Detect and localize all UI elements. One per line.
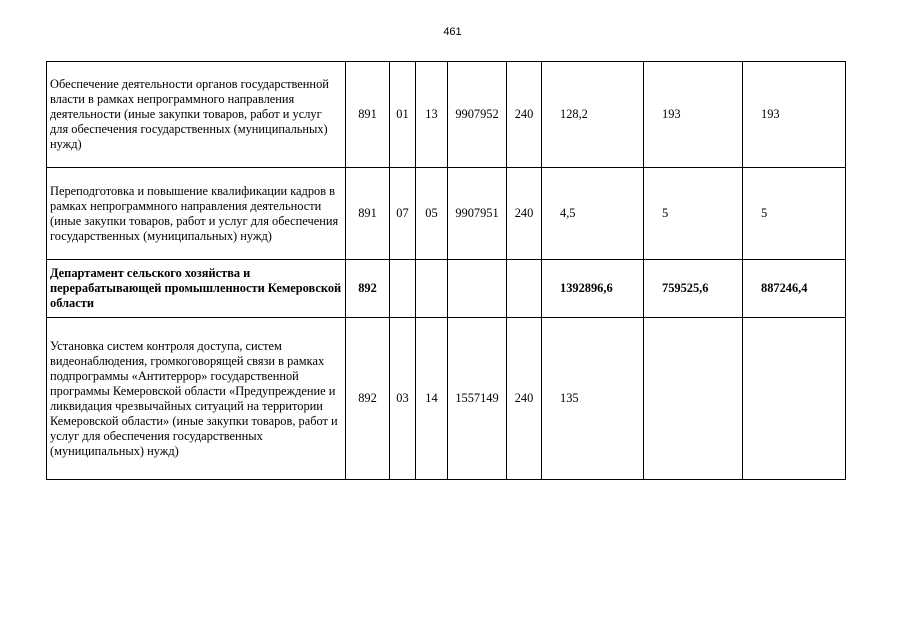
table-row-department <box>47 260 846 318</box>
table-row <box>47 168 846 260</box>
expense-type-code: 240 <box>507 318 542 480</box>
ministry-code: 891 <box>346 62 390 168</box>
expense-type-code <box>507 260 542 318</box>
row-description: Установка систем контроля доступа, систем видеонаблюдения, громкоговорящей связи в рамках подпрограммы «Антитеррор» государственной программы Кемеровской области «Предупреждение и ликвидация чрезвычайных ситуаций на территории Кемеровской области» (иные закупки товаров, работ и услуг для обеспечения государственных (муниципальных) нужд) <box>47 318 346 480</box>
section-code: 07 <box>390 168 416 260</box>
target-article-code: 9907952 <box>448 62 507 168</box>
ministry-code: 892 <box>346 260 390 318</box>
budget-table <box>46 61 846 480</box>
amount-year-1: 135 <box>542 318 644 480</box>
table-row <box>47 318 846 480</box>
ministry-code: 891 <box>346 168 390 260</box>
row-description: Обеспечение деятельности органов государственной власти в рамках непрограммного направления деятельности (иные закупки товаров, работ и услуг для обеспечения государственных (муниципальных) нужд) <box>47 62 346 168</box>
subsection-code: 13 <box>416 62 448 168</box>
target-article-code: 1557149 <box>448 318 507 480</box>
amount-year-3 <box>743 318 846 480</box>
expense-type-code: 240 <box>507 168 542 260</box>
ministry-code: 892 <box>346 318 390 480</box>
amount-year-3: 5 <box>743 168 846 260</box>
table-row <box>47 62 846 168</box>
amount-year-1: 4,5 <box>542 168 644 260</box>
page-number: 461 <box>443 26 462 38</box>
amount-year-2 <box>644 318 743 480</box>
target-article-code: 9907951 <box>448 168 507 260</box>
amount-year-3: 193 <box>743 62 846 168</box>
amount-year-2: 759525,6 <box>644 260 743 318</box>
expense-type-code: 240 <box>507 62 542 168</box>
section-code <box>390 260 416 318</box>
subsection-code: 05 <box>416 168 448 260</box>
section-code: 01 <box>390 62 416 168</box>
amount-year-1: 1392896,6 <box>542 260 644 318</box>
amount-year-1: 128,2 <box>542 62 644 168</box>
amount-year-2: 193 <box>644 62 743 168</box>
section-code: 03 <box>390 318 416 480</box>
target-article-code <box>448 260 507 318</box>
amount-year-3: 887246,4 <box>743 260 846 318</box>
subsection-code: 14 <box>416 318 448 480</box>
subsection-code <box>416 260 448 318</box>
amount-year-2: 5 <box>644 168 743 260</box>
row-description: Переподготовка и повышение квалификации кадров в рамках непрограммного направления деятельности (иные закупки товаров, работ и услуг для обеспечения государственных (муниципальных) нужд) <box>47 168 346 260</box>
row-description: Департамент сельского хозяйства и перерабатывающей промышленности Кемеровской области <box>47 260 346 318</box>
